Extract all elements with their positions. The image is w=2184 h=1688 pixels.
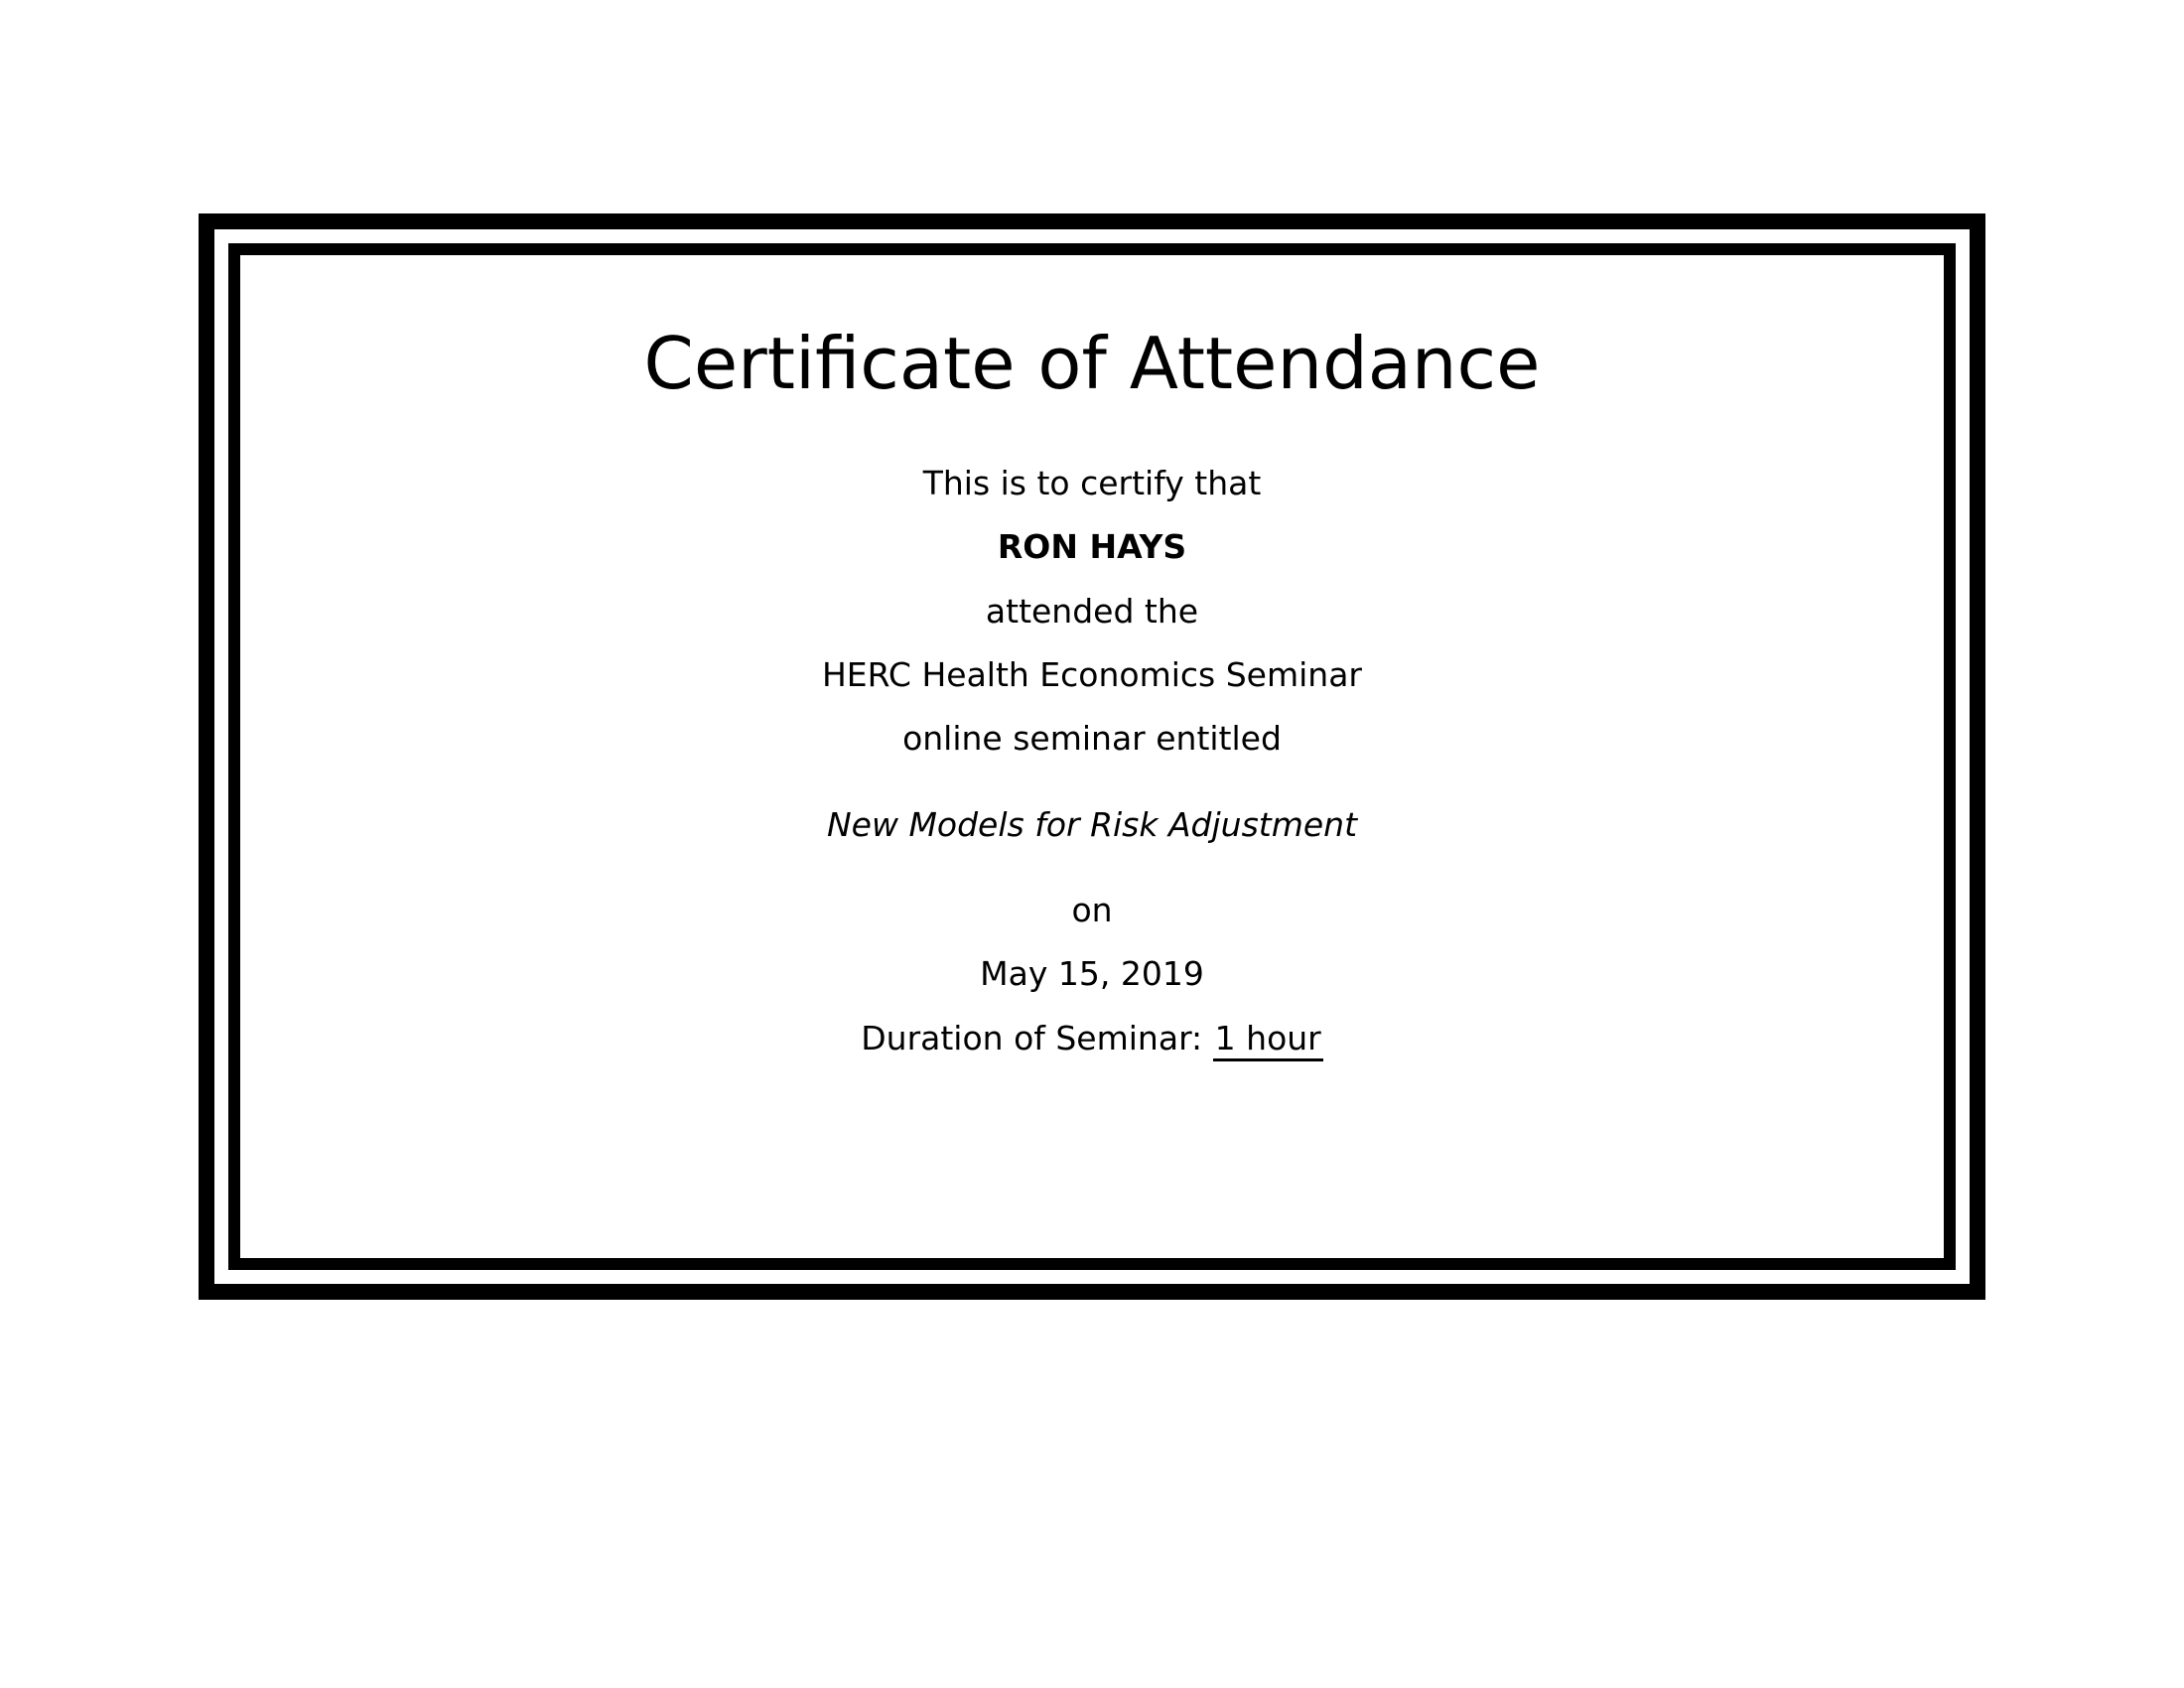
duration-label: Duration of Seminar:	[861, 1019, 1203, 1057]
attended-text: attended the	[985, 592, 1199, 631]
seminar-date: May 15, 2019	[980, 954, 1204, 993]
duration-value: 1 hour	[1213, 1019, 1323, 1061]
recipient-name: RON HAYS	[997, 527, 1187, 566]
organization-name: HERC Health Economics Seminar	[821, 655, 1363, 694]
certificate-outer-border	[199, 213, 1985, 1300]
certificate-title: Certificate of Attendance	[643, 322, 1541, 405]
on-text: on	[1071, 891, 1113, 929]
seminar-format-text: online seminar entitled	[902, 719, 1282, 758]
certify-intro-text: This is to certify that	[922, 464, 1262, 502]
certificate-inner-border	[228, 243, 1956, 1270]
seminar-title: New Models for Risk Adjustment	[826, 805, 1358, 844]
duration-line	[240, 1019, 1944, 1061]
